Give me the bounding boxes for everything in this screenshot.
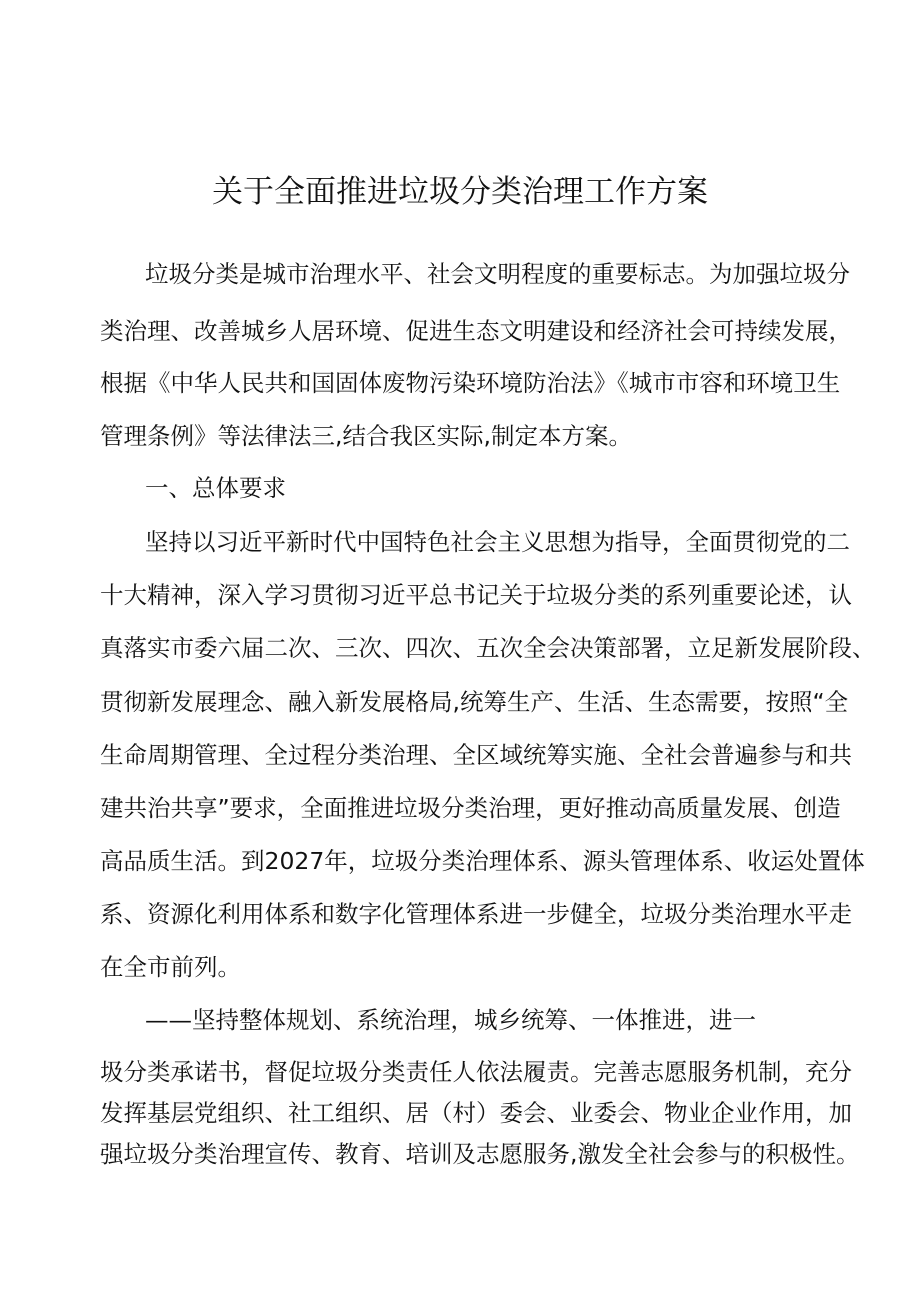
paragraph-continuation-line-3: 强垃圾分类治理宣传、教育、培训及志愿服务,激发全社会参与的积极性。	[100, 1140, 860, 1168]
paragraph-requirements-line-3: 真落实市委六届二次、三次、四次、五次全会决策部署，立足新发展阶段、	[100, 634, 876, 662]
section-heading: 一、总体要求	[145, 474, 286, 502]
paragraph-continuation-line-1: 圾分类承诺书，督促垃圾分类责任人依法履责。完善志愿服务机制，充分	[100, 1058, 852, 1086]
paragraph-intro-line-3: 根据《中华人民共和国固体废物污染环境防治法》《城市市容和环境卫生	[100, 369, 841, 397]
paragraph-requirements-line-2: 十大精神，深入学习贯彻习近平总书记关于垃圾分类的系列重要论述，认	[100, 581, 852, 609]
paragraph-requirements-line-4: 贯彻新发展理念、融入新发展格局,统筹生产、生活、生态需要，按照“全	[100, 688, 849, 716]
paragraph-intro-line-1: 垃圾分类是城市治理水平、社会文明程度的重要标志。为加强垃圾分	[145, 260, 850, 288]
paragraph-requirements-line-7: 高品质生活。到2027年，垃圾分类治理体系、源头管理体系、收运处置体	[100, 847, 865, 875]
paragraph-principle-line-1: ——坚持整体规划、系统治理，城乡统筹、一体推进，进一	[145, 1006, 756, 1034]
paragraph-requirements-line-1: 坚持以习近平新时代中国特色社会主义思想为指导，全面贯彻党的二	[145, 528, 850, 556]
paragraph-continuation-line-2: 发挥基层党组织、社工组织、居（村）委会、业委会、物业企业作用，加	[100, 1099, 852, 1127]
paragraph-requirements-line-5: 生命周期管理、全过程分类治理、全区域统筹实施、全社会普遍参与和共	[100, 741, 852, 769]
paragraph-requirements-line-8: 系、资源化利用体系和数字化管理体系进一步健全，垃圾分类治理水平走	[100, 900, 852, 928]
paragraph-intro-line-4: 管理条例》等法律法三,结合我区实际,制定本方案。	[100, 422, 632, 450]
paragraph-requirements-line-9: 在全市前列。	[100, 953, 241, 981]
paragraph-intro-line-2: 类治理、改善城乡人居环境、促进生态文明建设和经济社会可持续发展，	[100, 317, 852, 345]
paragraph-requirements-line-6: 建共治共享”要求，全面推进垃圾分类治理，更好推动高质量发展、创造	[100, 794, 841, 822]
document-title: 关于全面推进垃圾分类治理工作方案	[212, 174, 708, 210]
